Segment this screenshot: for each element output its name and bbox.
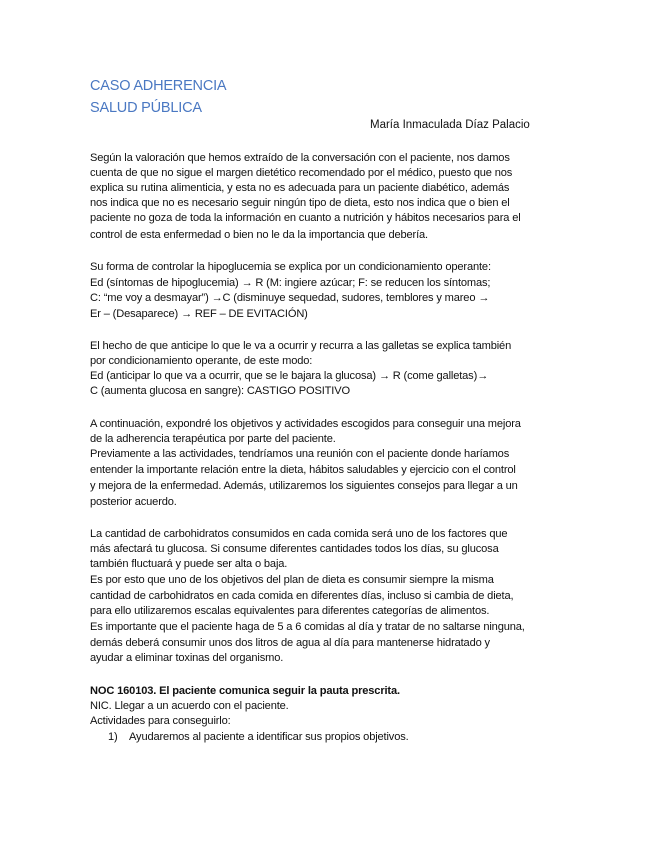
paragraph-4-line: y mejora de la enfermedad. Además, utilizaremos los siguientes consejos para llegar a un [90, 480, 518, 492]
paragraph-5-line: Es por esto que uno de los objetivos del plan de dieta es consumir siempre la misma [90, 574, 494, 586]
document-subtitle: SALUD PÚBLICA [90, 100, 202, 116]
paragraph-1-line: cuenta de que no sigue el margen dietético recomendado por el médico, puesto que nos [90, 167, 513, 179]
paragraph-1-line: paciente no goza de toda la información en cuanto a nutrición y hábitos necesarios para el [90, 212, 521, 224]
noc-heading: NOC 160103. El paciente comunica seguir la pauta prescrita. [90, 685, 400, 697]
paragraph-4-line: A continuación, expondré los objetivos y actividades escogidos para conseguir una mejora [90, 418, 521, 430]
paragraph-3-line: por condicionamiento operante, de este modo: [90, 355, 313, 367]
paragraph-5-line: Es importante que el paciente haga de 5 a 6 comidas al día y tratar de no saltarse ninguna, [90, 621, 525, 633]
paragraph-3-line: Ed (anticipar lo que va a ocurrir, que se le bajara la glucosa) → R (come galletas)→ [90, 370, 489, 382]
paragraph-1-line: Según la valoración que hemos extraído de la conversación con el paciente, nos damos [90, 152, 510, 164]
paragraph-2-line: C: “me voy a desmayar”) →C (disminuye sequedad, sudores, temblores y mareo → [90, 292, 490, 304]
paragraph-4-line: posterior acuerdo. [90, 496, 177, 508]
paragraph-1-line: nos indica que no es necesario seguir ningún tipo de dieta, esto nos indica que o bien el [90, 197, 510, 209]
paragraph-4-line: de la adherencia terapéutica por parte del paciente. [90, 433, 336, 445]
paragraph-5-line: demás deberá consumir unos dos litros de agua al día para mantenerse hidratado y [90, 637, 490, 649]
document-title: CASO ADHERENCIA [90, 78, 227, 94]
paragraph-5-line: ayudar a eliminar toxinas del organismo. [90, 652, 284, 664]
list-item-number: 1) [108, 731, 118, 743]
paragraph-5-line: más afectará tu glucosa. Si consume diferentes cantidades todos los días, su glucosa [90, 543, 499, 555]
nic-heading: NIC. Llegar a un acuerdo con el paciente. [90, 700, 289, 712]
paragraph-5-line: también fluctuará y puede ser alta o baja. [90, 558, 288, 570]
activities-heading: Actividades para conseguirlo: [90, 715, 231, 727]
author-name: María Inmaculada Díaz Palacio [370, 119, 530, 131]
paragraph-4-line: entender la importante relación entre la dieta, hábitos saludables y ejercicio con el control [90, 464, 516, 476]
paragraph-5-line: La cantidad de carbohidratos consumidos en cada comida será uno de los factores que [90, 528, 508, 540]
paragraph-5-line: cantidad de carbohidratos en cada comida en diferentes días, incluso si cambia de dieta, [90, 590, 514, 602]
paragraph-3-line: El hecho de que anticipe lo que le va a ocurrir y recurra a las galletas se explica también [90, 340, 512, 352]
list-item-text: Ayudaremos al paciente a identificar sus propios objetivos. [129, 731, 409, 743]
list-item [108, 730, 409, 744]
paragraph-4-line: Previamente a las actividades, tendríamos una reunión con el paciente donde haríamos [90, 448, 510, 460]
paragraph-2-line: Er – (Desaparece) → REF – DE EVITACIÓN) [90, 308, 308, 320]
paragraph-5-line: para ello utilizaremos escalas equivalentes para diferentes categorías de alimentos. [90, 605, 490, 617]
paragraph-3-line: C (aumenta glucosa en sangre): CASTIGO POSITIVO [90, 385, 350, 397]
paragraph-1-line: explica su rutina alimenticia, y esta no es adecuada para un paciente diabético, además [90, 182, 510, 194]
paragraph-2-line: Ed (síntomas de hipoglucemia) → R (M: ingiere azúcar; F: se reducen los síntomas; [90, 277, 491, 289]
paragraph-2-line: Su forma de controlar la hipoglucemia se explica por un condicionamiento operante: [90, 261, 491, 273]
paragraph-1-line: control de esta enfermedad o bien no le da la importancia que debería. [90, 229, 428, 241]
